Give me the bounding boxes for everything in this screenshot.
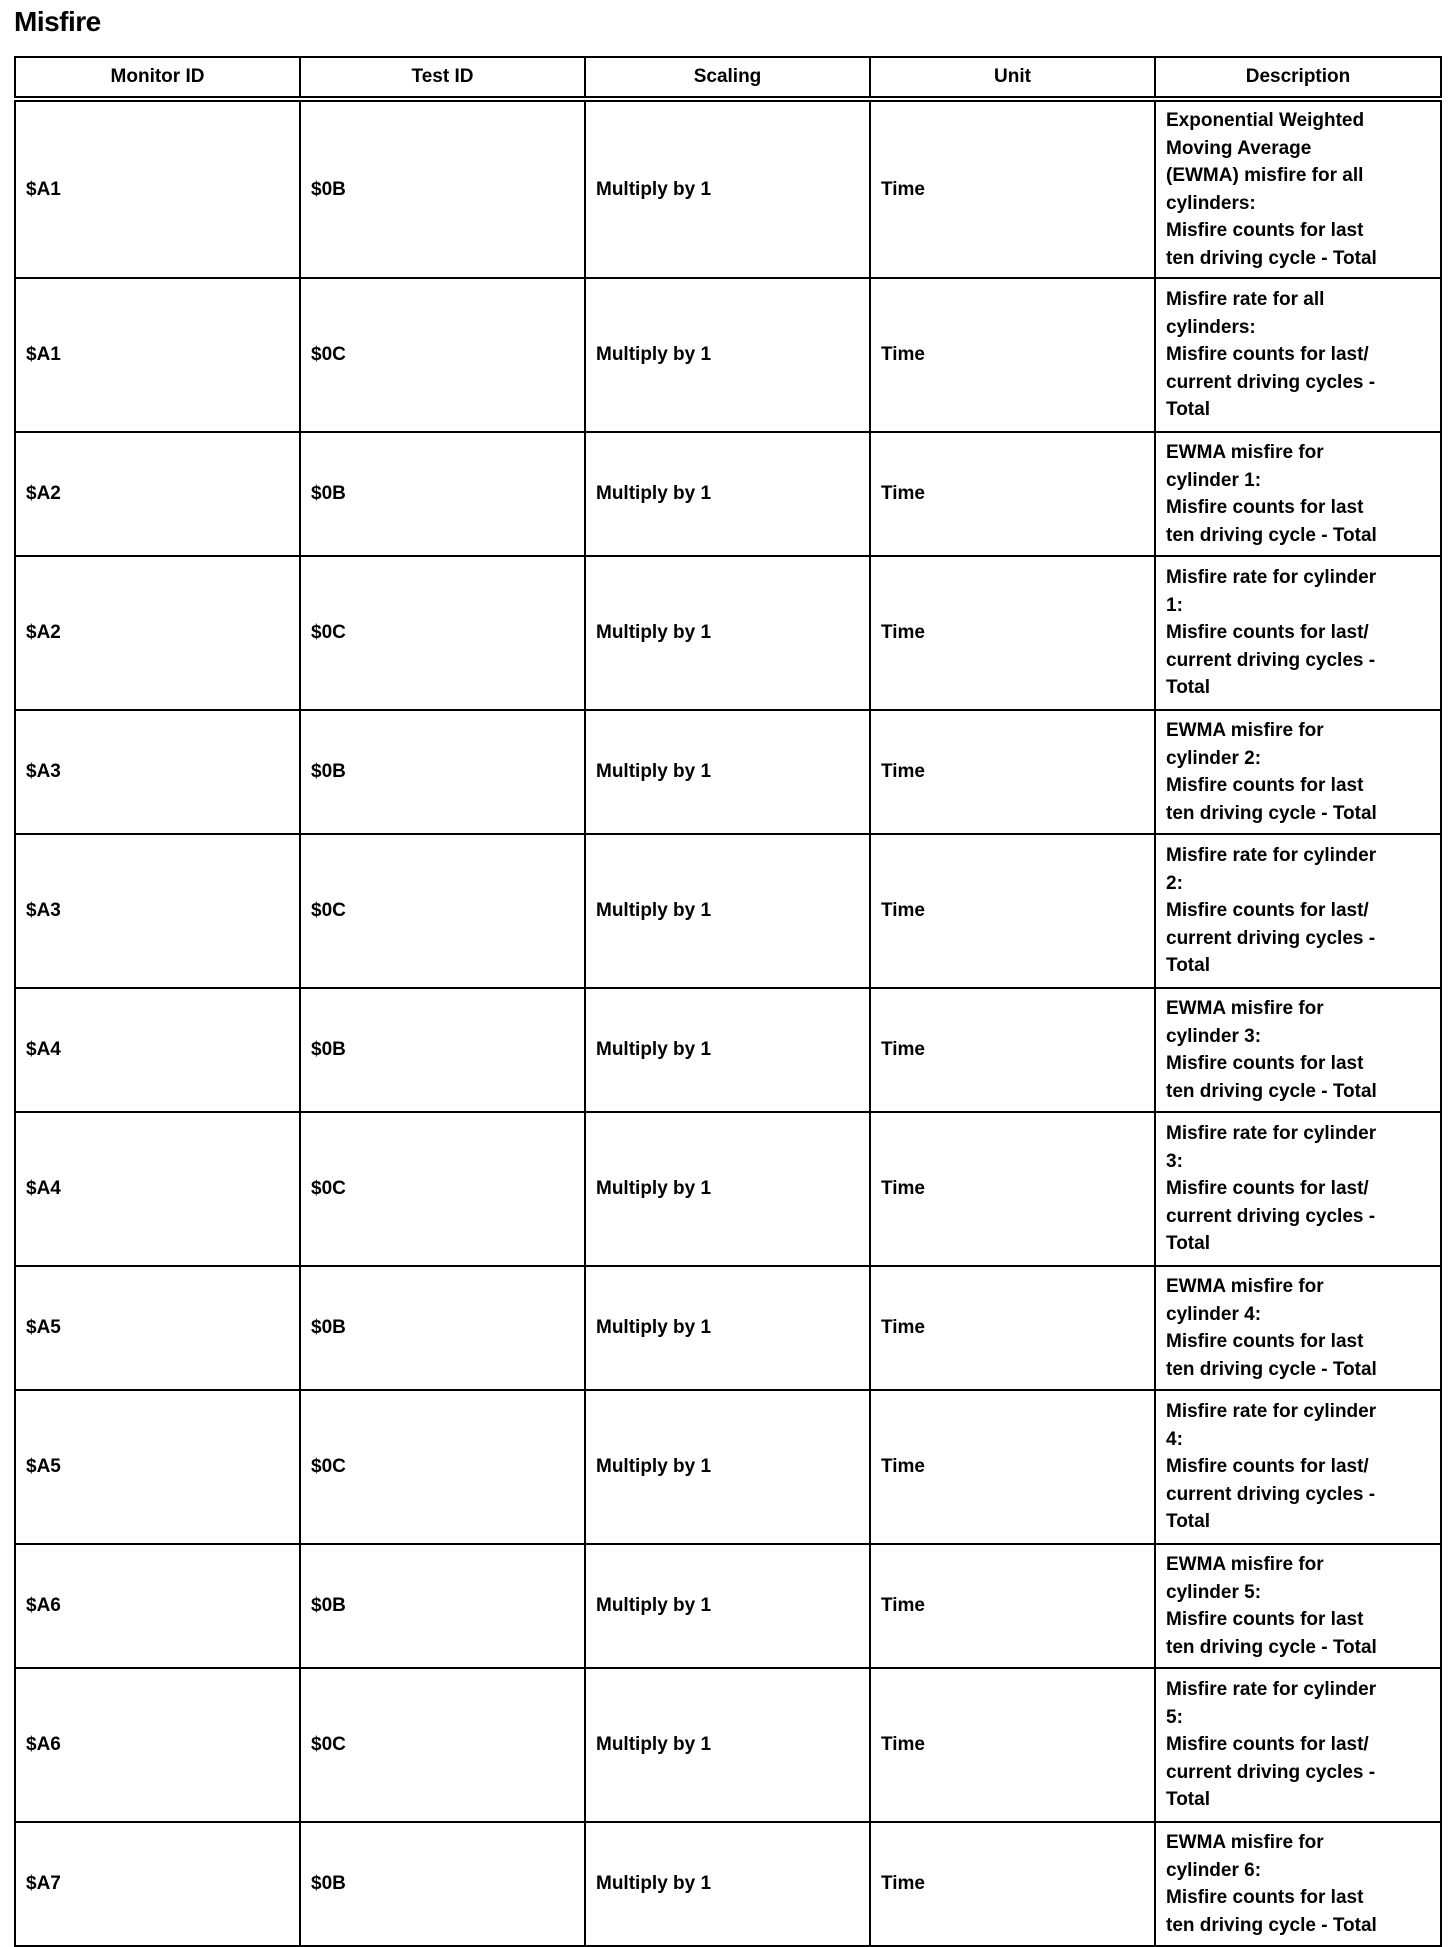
test-id-cell: $0B: [300, 1822, 585, 1946]
description-cell: Misfire rate for all cylinders: Misfire counts for last/ current driving cycles - Total: [1155, 278, 1441, 432]
table-row: [15, 556, 1441, 710]
description-cell: EWMA misfire for cylinder 2: Misfire counts for last ten driving cycle - Total: [1155, 710, 1441, 834]
misfire-table: [14, 56, 1442, 1947]
unit-cell: Time: [870, 99, 1155, 278]
monitor-id-cell: $A6: [15, 1544, 300, 1668]
test-id-cell: $0C: [300, 278, 585, 432]
monitor-id-cell: $A2: [15, 556, 300, 710]
monitor-id-cell: $A5: [15, 1266, 300, 1390]
description-cell: EWMA misfire for cylinder 4: Misfire counts for last ten driving cycle - Total: [1155, 1266, 1441, 1390]
scaling-cell: Multiply by 1: [585, 988, 870, 1112]
monitor-id-cell: $A4: [15, 1112, 300, 1266]
test-id-cell: $0B: [300, 1266, 585, 1390]
header-row: [15, 57, 1441, 99]
scaling-cell: Multiply by 1: [585, 834, 870, 988]
unit-cell: Time: [870, 1544, 1155, 1668]
description-cell: Misfire rate for cylinder 4: Misfire counts for last/ current driving cycles - Total: [1155, 1390, 1441, 1544]
unit-cell: Time: [870, 278, 1155, 432]
unit-cell: Time: [870, 710, 1155, 834]
table-row: [15, 1822, 1441, 1946]
unit-cell: Time: [870, 432, 1155, 556]
test-id-cell: $0B: [300, 710, 585, 834]
header-description: Description: [1155, 57, 1441, 99]
table-row: [15, 278, 1441, 432]
unit-cell: Time: [870, 1668, 1155, 1822]
monitor-id-cell: $A7: [15, 1822, 300, 1946]
description-cell: Misfire rate for cylinder 5: Misfire counts for last/ current driving cycles - Total: [1155, 1668, 1441, 1822]
header-monitor-id: Monitor ID: [15, 57, 300, 99]
scaling-cell: Multiply by 1: [585, 99, 870, 278]
description-cell: Misfire rate for cylinder 3: Misfire counts for last/ current driving cycles - Total: [1155, 1112, 1441, 1266]
test-id-cell: $0C: [300, 1390, 585, 1544]
table-row: [15, 432, 1441, 556]
scaling-cell: Multiply by 1: [585, 1822, 870, 1946]
test-id-cell: $0C: [300, 834, 585, 988]
description-cell: Misfire rate for cylinder 2: Misfire counts for last/ current driving cycles - Total: [1155, 834, 1441, 988]
monitor-id-cell: $A3: [15, 834, 300, 988]
monitor-id-cell: $A6: [15, 1668, 300, 1822]
test-id-cell: $0C: [300, 1112, 585, 1266]
scaling-cell: Multiply by 1: [585, 1112, 870, 1266]
description-cell: EWMA misfire for cylinder 1: Misfire counts for last ten driving cycle - Total: [1155, 432, 1441, 556]
unit-cell: Time: [870, 1112, 1155, 1266]
test-id-cell: $0B: [300, 988, 585, 1112]
monitor-id-cell: $A3: [15, 710, 300, 834]
table-row: [15, 1544, 1441, 1668]
unit-cell: Time: [870, 556, 1155, 710]
description-cell: Exponential Weighted Moving Average (EWMA) misfire for all cylinders: Misfire counts for last ten driving cycle - Total: [1155, 99, 1441, 278]
section-title: Misfire: [14, 6, 101, 37]
test-id-cell: $0B: [300, 1544, 585, 1668]
test-id-cell: $0C: [300, 1668, 585, 1822]
description-cell: EWMA misfire for cylinder 5: Misfire counts for last ten driving cycle - Total: [1155, 1544, 1441, 1668]
scaling-cell: Multiply by 1: [585, 278, 870, 432]
description-cell: EWMA misfire for cylinder 3: Misfire counts for last ten driving cycle - Total: [1155, 988, 1441, 1112]
unit-cell: Time: [870, 1822, 1155, 1946]
unit-cell: Time: [870, 1266, 1155, 1390]
scaling-cell: Multiply by 1: [585, 1544, 870, 1668]
test-id-cell: $0B: [300, 99, 585, 278]
table-row: [15, 1112, 1441, 1266]
monitor-id-cell: $A1: [15, 278, 300, 432]
unit-cell: Time: [870, 1390, 1155, 1544]
monitor-id-cell: $A1: [15, 99, 300, 278]
monitor-id-cell: $A5: [15, 1390, 300, 1544]
table-row: [15, 710, 1441, 834]
unit-cell: Time: [870, 834, 1155, 988]
description-cell: Misfire rate for cylinder 1: Misfire counts for last/ current driving cycles - Total: [1155, 556, 1441, 710]
header-test-id: Test ID: [300, 57, 585, 99]
scaling-cell: Multiply by 1: [585, 1668, 870, 1822]
scaling-cell: Multiply by 1: [585, 710, 870, 834]
header-unit: Unit: [870, 57, 1155, 99]
scaling-cell: Multiply by 1: [585, 556, 870, 710]
monitor-id-cell: $A2: [15, 432, 300, 556]
table-row: [15, 1390, 1441, 1544]
unit-cell: Time: [870, 988, 1155, 1112]
table-row: [15, 1668, 1441, 1822]
table-row: [15, 1266, 1441, 1390]
test-id-cell: $0C: [300, 556, 585, 710]
table-row: [15, 988, 1441, 1112]
scaling-cell: Multiply by 1: [585, 1390, 870, 1544]
test-id-cell: $0B: [300, 432, 585, 556]
scaling-cell: Multiply by 1: [585, 432, 870, 556]
description-cell: EWMA misfire for cylinder 6: Misfire counts for last ten driving cycle - Total: [1155, 1822, 1441, 1946]
scaling-cell: Multiply by 1: [585, 1266, 870, 1390]
header-scaling: Scaling: [585, 57, 870, 99]
table-row: [15, 834, 1441, 988]
table-row: [15, 99, 1441, 278]
monitor-id-cell: $A4: [15, 988, 300, 1112]
